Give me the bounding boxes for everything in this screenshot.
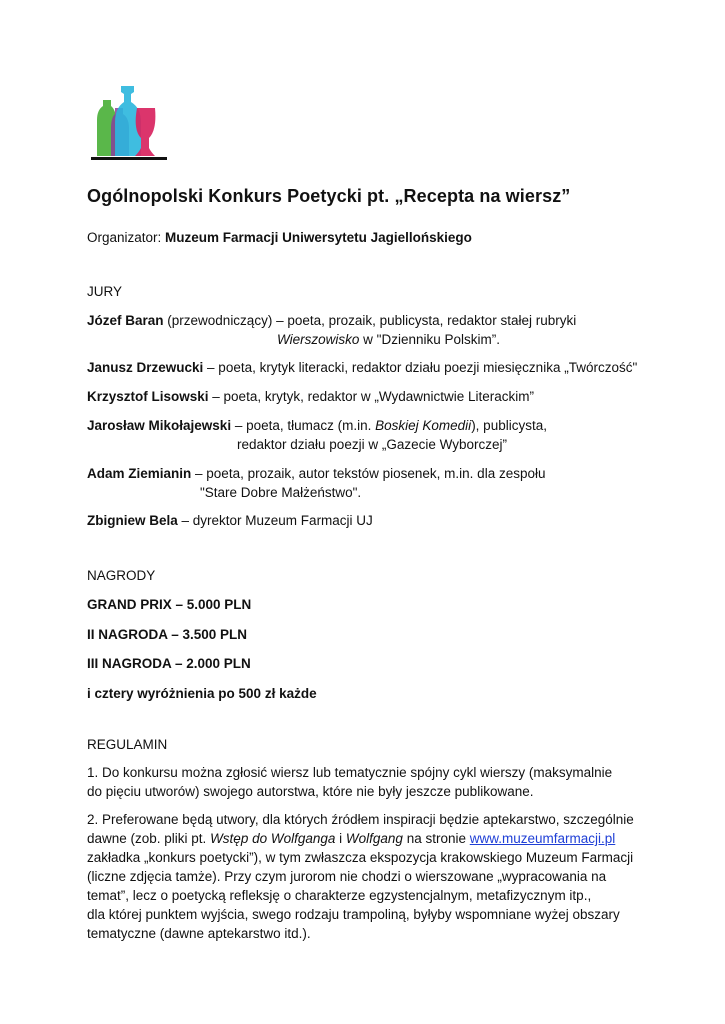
organizer-name: Muzeum Farmacji Uniwersytetu Jagiellońskiego [165, 230, 472, 245]
file-title: Wolfgang [345, 831, 403, 846]
rules-text: i [335, 831, 346, 846]
pharmacy-vases-logo [91, 86, 171, 167]
rules-line: do pięciu utworów) swojego autorstwa, które nie były jeszcze publikowane. [87, 784, 534, 799]
jury-member-name: Józef Baran [87, 313, 164, 328]
rules-heading: REGULAMIN [87, 737, 168, 752]
jury-member-description: – poeta, prozaik, autor tekstów piosenek, m.in. dla zespołu [191, 466, 546, 481]
rules-line: 2. Preferowane będą utwory, dla których źródłem inspiracji będzie aptekarstwo, szczególnie [87, 812, 634, 827]
jury-member [87, 464, 545, 502]
rules-line: (liczne zdjęcia tamże). Przy czym jurorom nie chodzi o wierszowane „wypracowania na [87, 869, 607, 884]
rules-line: zakładka „konkurs poetycki”), w tym zwłaszcza ekspozycja krakowskiego Muzeum Farmacji [87, 850, 634, 865]
rules-line: tematyczne (dawne aptekarstwo itd.). [87, 926, 311, 941]
jury-member-description: – poeta, krytyk, redaktor w „Wydawnictwie Literackim” [208, 389, 535, 404]
jury-heading: JURY [87, 284, 123, 299]
jury-member-description: – poeta, tłumacz (m.in. [231, 418, 376, 433]
work-title: Boskiej Komedii [375, 418, 472, 433]
jury-member-name: Janusz Drzewucki [87, 360, 204, 375]
prize-item: II NAGRODA – 3.500 PLN [87, 627, 248, 642]
jury-member-description: (przewodniczący) – poeta, prozaik, publicysta, redaktor stałej rubryki [163, 313, 577, 328]
jury-member-name: Adam Ziemianin [87, 466, 192, 481]
rules-paragraph-2 [87, 810, 634, 943]
jury-member [87, 416, 547, 454]
rules-text: na stronie [402, 831, 470, 846]
rules-text: dawne (zob. pliki pt. [87, 831, 211, 846]
rules-paragraph-1 [87, 763, 612, 801]
organizer-line [87, 228, 472, 247]
jury-member-description: ), publicysta, [471, 418, 547, 433]
prize-item: GRAND PRIX – 5.000 PLN [87, 597, 252, 612]
museum-website-link[interactable]: www.muzeumfarmacji.pl [469, 831, 616, 846]
jury-member-name: Krzysztof Lisowski [87, 389, 209, 404]
jury-member [87, 311, 576, 349]
jury-member [87, 511, 373, 530]
page-title: Ogólnopolski Konkurs Poetycki pt. „Recepta na wiersz” [87, 186, 571, 206]
jury-member-description: redaktor działu poezji w „Gazecie Wyborczej” [237, 437, 507, 452]
rules-line: dla której punktem wyjścia, swego rodzaju trampoliną, byłyby wspomniane wyżej obszary [87, 907, 620, 922]
jury-member-description: – dyrektor Muzeum Farmacji UJ [177, 513, 373, 528]
jury-member-name: Zbigniew Bela [87, 513, 178, 528]
jury-member-description: w "Dzienniku Polskim”. [359, 332, 500, 347]
rubric-title: Wierszowisko [277, 332, 360, 347]
organizer-label: Organizator: [87, 230, 166, 245]
prize-item: III NAGRODA – 2.000 PLN [87, 656, 251, 671]
rules-line: 1. Do konkursu można zgłosić wiersz lub tematycznie spójny cykl wierszy (maksymalnie [87, 765, 613, 780]
jury-member [87, 358, 637, 377]
jury-member [87, 387, 534, 406]
rules-line: temat”, lecz o poetycką refleksję o charakterze egzystencjalnym, metafizycznym itp., [87, 888, 592, 903]
jury-member-name: Jarosław Mikołajewski [87, 418, 232, 433]
prizes-heading: NAGRODY [87, 568, 156, 583]
vases-icon [91, 86, 171, 162]
jury-member-description: "Stare Dobre Małżeństwo". [200, 485, 362, 500]
file-title: Wstęp do Wolfganga [210, 831, 336, 846]
jury-member-description: – poeta, krytyk literacki, redaktor działu poezji miesięcznika „Twórczość" [203, 360, 638, 375]
prize-item: i cztery wyróżnienia po 500 zł każde [87, 686, 317, 701]
